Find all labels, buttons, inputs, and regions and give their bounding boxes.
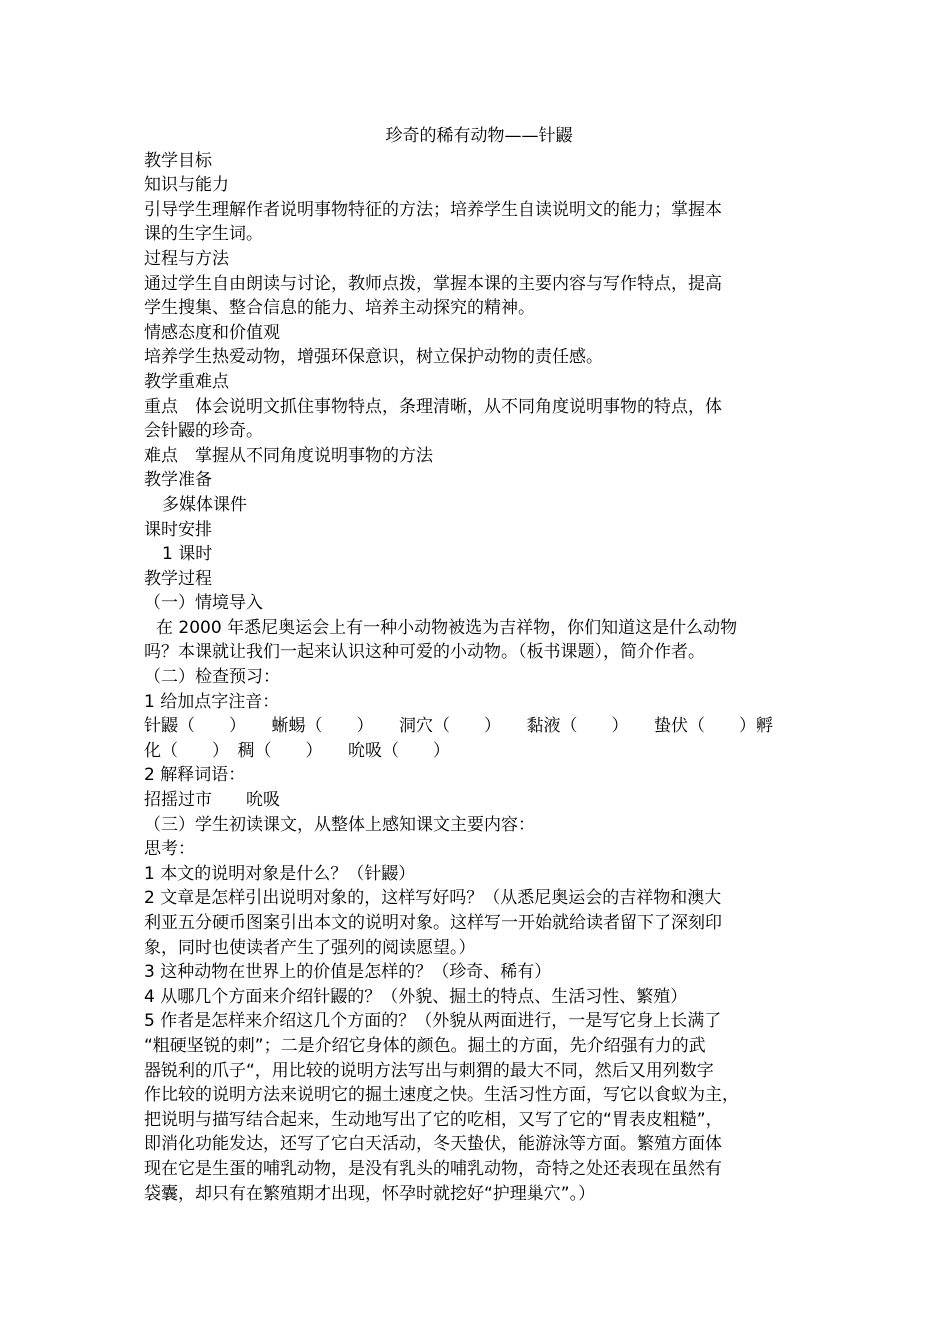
paragraph-line: 现在它是生蛋的哺乳动物，是没有乳头的哺乳动物，奇特之处还表现在虽然有 <box>144 1158 722 1179</box>
subheading-section-3: （三）学生初读课文，从整体上感知课文主要内容： <box>144 814 535 835</box>
paragraph-line: 1 本文的说明对象是什么？（针鼹） <box>144 863 416 884</box>
paragraph-line: 招摇过市 吮吸 <box>144 790 280 811</box>
paragraph-line: 思考： <box>144 839 195 860</box>
paragraph-line: 化（ ） 稠（ ） 吮吸（ ） <box>144 740 450 761</box>
paragraph-line: 利亚五分硬币图案引出本文的说明对象。这样写一开始就给读者留下了深刻印 <box>144 913 722 933</box>
paragraph-line: 2 文章是怎样引出说明对象的，这样写好吗？（从悉尼奥运会的吉祥物和澳大 <box>144 888 722 909</box>
heading-teaching-process: 教学过程 <box>144 568 212 589</box>
paragraph-line: “粗硬坚锐的刺”；二是介绍它身体的颜色。掘土的方面，先介绍强有力的武 <box>144 1035 706 1056</box>
subheading-attitude-values: 情感态度和价值观 <box>144 322 280 343</box>
heading-teaching-preparation: 教学准备 <box>144 470 212 491</box>
subheading-section-2: （二）检查预习： <box>144 667 280 688</box>
paragraph-line: 2 解释词语： <box>144 765 246 786</box>
paragraph-line: 1 给加点字注音： <box>144 691 280 712</box>
paragraph-line: 袋囊，却只有在繁殖期才出现，怀孕时就挖好“护理巢穴”。） <box>144 1183 596 1204</box>
document-title: 珍奇的稀有动物——针鼹 <box>385 126 573 146</box>
subheading-section-1: （一）情境导入 <box>144 593 263 614</box>
paragraph-line: 在 2000 年悉尼奥运会上有一种小动物被选为吉祥物，你们知道这是什么动物 <box>156 617 738 638</box>
paragraph-line: 3 这种动物在世界上的价值是怎样的？（珍奇、稀有） <box>144 962 552 983</box>
paragraph-line: 课的生字生词。 <box>144 224 263 245</box>
heading-class-schedule: 课时安排 <box>144 519 212 540</box>
subheading-knowledge-ability: 知识与能力 <box>144 175 229 196</box>
paragraph-line: 会针鼹的珍奇。 <box>144 421 263 442</box>
heading-key-difficult-points: 教学重难点 <box>144 371 229 392</box>
paragraph-line: 培养学生热爱动物，增强环保意识，树立保护动物的责任感。 <box>144 347 603 368</box>
heading-teaching-goals: 教学目标 <box>144 150 212 171</box>
paragraph-line: 1 课时 <box>162 544 213 565</box>
paragraph-line: 5 作者是怎样来介绍这几个方面的？（外貌从两面进行，一是写它身上长满了 <box>144 1011 722 1032</box>
paragraph-line: 器锐利的爪子“，用比较的说明方法写出与刺猬的最大不同，然后又用列数字 <box>144 1060 714 1081</box>
paragraph-line: 学生搜集、整合信息的能力、培养主动探究的精神。 <box>144 298 535 319</box>
paragraph-line: 4 从哪几个方面来介绍针鼹的？（外貌、掘土的特点、生活习性、繁殖） <box>144 986 688 1007</box>
paragraph-line: 吗？本课就让我们一起来认识这种可爱的小动物。（板书课题），简介作者。 <box>144 642 705 663</box>
paragraph-line: 重点 体会说明文抓住事物特点，条理清晰，从不同角度说明事物的特点，体 <box>144 396 722 417</box>
paragraph-line: 通过学生自由朗读与讨论，教师点拨，掌握本课的主要内容与写作特点，提高 <box>144 273 722 294</box>
paragraph-line: 针鼹（ ） 蜥蜴（ ） 洞穴（ ） 黏液（ ） 蛰伏（ ）孵 <box>144 716 773 737</box>
document-page <box>144 124 814 1206</box>
subheading-process-method: 过程与方法 <box>144 248 229 269</box>
paragraph-line: 多媒体课件 <box>162 494 247 515</box>
paragraph-line: 引导学生理解作者说明事物特征的方法；培养学生自读说明文的能力；掌握本 <box>144 199 722 220</box>
paragraph-line: 象，同时也使读者产生了强列的阅读愿望。） <box>144 937 476 958</box>
paragraph-line: 作比较的说明方法来说明它的掘土速度之快。生活习性方面，写它以食蚁为主， <box>144 1085 739 1106</box>
paragraph-line: 难点 掌握从不同角度说明事物的方法 <box>144 445 433 466</box>
paragraph-line: 即消化功能发达，还写了它白天活动，冬天蛰伏，能游泳等方面。繁殖方面体 <box>144 1134 722 1155</box>
paragraph-line: 把说明与描写结合起来，生动地写出了它的吃相，又写了它的“胃表皮粗糙”， <box>144 1109 723 1130</box>
